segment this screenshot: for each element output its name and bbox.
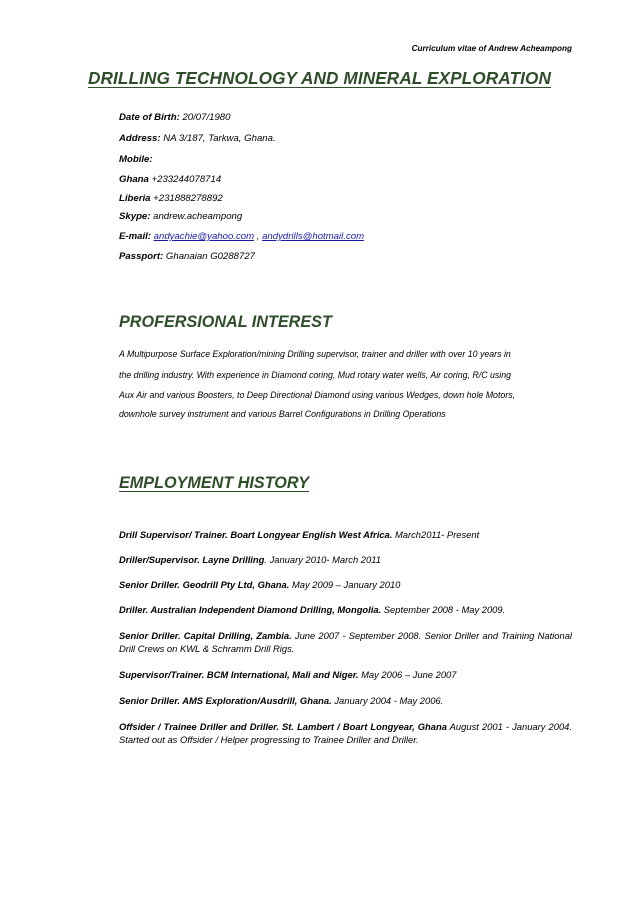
job-entry (119, 668, 572, 681)
passport-value: Ghanaian G0288727 (165, 251, 256, 262)
job-entry (119, 578, 572, 591)
interest-line: the drilling industry. With experience in Diamond coring, Mud rotary water wells, Air coring, R/C using (119, 370, 512, 380)
email-link-yahoo[interactable]: andyachie@yahoo.com (153, 231, 255, 242)
address-label: Address: (119, 133, 161, 144)
job-entry (119, 528, 572, 541)
job-entry (119, 603, 572, 616)
interest-line: A Multipurpose Surface Exploration/mining Drilling supervisor, trainer and driller with over 10 years in (119, 349, 511, 359)
job-detail: September 2008 - May 2009. (381, 604, 506, 615)
job-detail: May 2009 – January 2010 (289, 579, 401, 590)
job-role: Supervisor/Trainer. BCM International, Mali and Niger. (119, 669, 359, 680)
skype-line (119, 211, 242, 222)
email-label: E-mail: (119, 231, 151, 242)
email-link-hotmail[interactable]: andydrills@hotmail.com (262, 231, 365, 242)
dob-line (119, 112, 230, 123)
employment-heading: EMPLOYMENT HISTORY (119, 474, 310, 492)
liberia-phone-line (119, 193, 223, 204)
job-entry (119, 694, 572, 707)
liberia-phone: +231888278892 (153, 193, 223, 204)
job-detail: January 2004 - May 2006. (331, 695, 444, 706)
job-detail: June 2007 - September 2008. Senior Driller and Training National Drill Crews on KWL & Schramm Drill Rigs. (119, 630, 572, 654)
interest-line: Aux Air and various Boosters, to Deep Directional Diamond using various Wedges, down hole Motors, (119, 390, 516, 400)
job-detail: . January 2010- March 2011 (264, 554, 381, 565)
job-role: Senior Driller. AMS Exploration/Ausdrill, Ghana. (119, 695, 332, 706)
job-role: Driller. Australian Independent Diamond Drilling, Mongolia. (119, 604, 382, 615)
ghana-phone: +233244078714 (151, 174, 222, 185)
job-detail: August 2001 - January 2004. Started out as Offsider / Helper progressing to Trainee Driller and Driller. (119, 721, 572, 745)
job-role: Drill Supervisor/ Trainer. Boart Longyear English West Africa. (119, 529, 393, 540)
job-entry (119, 629, 572, 655)
job-entry (119, 553, 572, 566)
ghana-label: Ghana (119, 174, 149, 185)
email-separator: , (254, 231, 263, 242)
job-role: Offsider / Trainee Driller and Driller. St. Lambert / Boart Longyear, Ghana (119, 721, 447, 732)
job-role: Senior Driller. Capital Drilling, Zambia. (119, 630, 292, 641)
dob-label: Date of Birth: (119, 112, 180, 123)
interest-heading: PROFERSIONAL INTEREST (119, 313, 332, 331)
liberia-label: Liberia (119, 193, 151, 204)
job-detail: May 2006 – June 2007 (358, 669, 457, 680)
passport-label: Passport: (119, 251, 164, 262)
running-header: Curriculum vitae of Andrew Acheampong (411, 44, 572, 53)
ghana-phone-line (119, 174, 221, 185)
email-line (119, 231, 364, 242)
job-role: Senior Driller. Geodrill Pty Ltd, Ghana. (119, 579, 290, 590)
mobile-label: Mobile: (119, 154, 153, 165)
interest-line: downhole survey instrument and various Barrel Configurations in Drilling Operations (119, 409, 446, 419)
skype-label: Skype: (119, 211, 151, 222)
job-entry (119, 720, 572, 746)
job-detail: March2011- Present (392, 529, 480, 540)
document-title: DRILLING TECHNOLOGY AND MINERAL EXPLORATION (88, 68, 551, 88)
skype-value: andrew.acheampong (153, 211, 243, 222)
mobile-line (119, 154, 153, 165)
address-line (119, 133, 276, 144)
dob-value: 20/07/1980 (182, 112, 231, 123)
address-value: NA 3/187, Tarkwa, Ghana. (163, 133, 276, 144)
passport-line (119, 251, 255, 262)
job-role: Driller/Supervisor. Layne Drilling (119, 554, 265, 565)
